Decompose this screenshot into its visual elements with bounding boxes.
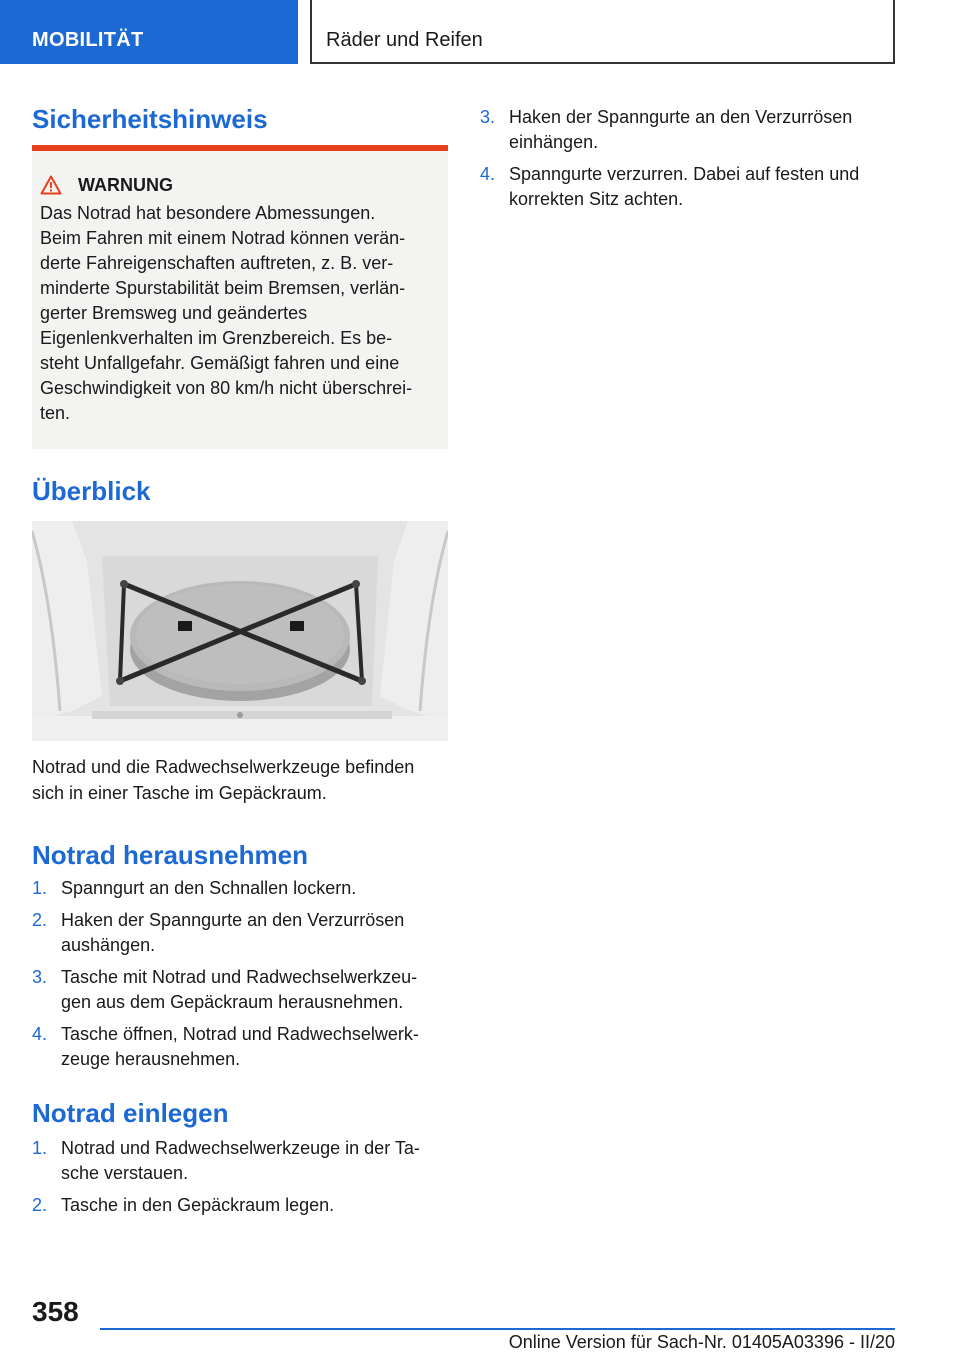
heading-safety: Sicherheitshinweis	[32, 104, 268, 134]
warning-line: steht Unfallgefahr. Gemäßigt fahren und eine	[40, 353, 400, 373]
warning-box	[32, 151, 448, 449]
step-line: gen aus dem Gepäckraum herausnehmen.	[61, 992, 404, 1012]
warning-text	[40, 201, 436, 426]
step-line: Haken der Spanngurte an den Verzurrösen	[61, 910, 405, 930]
list-item	[32, 1136, 448, 1186]
step-number: 3.	[32, 967, 48, 987]
step-number: 2.	[32, 910, 48, 930]
list-item	[32, 908, 448, 958]
warning-line: Beim Fahren mit einem Notrad können verän‐	[40, 228, 406, 248]
step-line: Spanngurt an den Schnallen lockern.	[61, 878, 357, 898]
section-tab: MOBILITÄT	[0, 0, 298, 64]
step-line: aushängen.	[61, 935, 156, 955]
footer-divider	[100, 1328, 895, 1330]
warning-line: derte Fahreigenschaften auftreten, z. B. ver‐	[40, 253, 394, 273]
warning-line: Eigenlenkverhalten im Grenzbereich. Es be‐	[40, 328, 393, 348]
insert-steps-list-right	[480, 105, 896, 219]
step-line: korrekten Sitz achten.	[509, 189, 684, 209]
footer-text: Online Version für Sach-Nr. 01405A03396 - II/20	[508, 1332, 895, 1352]
step-line: Tasche in den Gepäckraum legen.	[61, 1195, 335, 1215]
warning-line: Das Notrad hat besondere Abmessungen.	[40, 203, 376, 223]
remove-steps-list	[32, 876, 448, 1079]
step-line: Notrad und Radwechselwerkzeuge in der Ta‐	[61, 1138, 420, 1158]
chapter-title: Räder und Reifen	[310, 0, 895, 64]
heading-remove: Notrad herausnehmen	[32, 840, 308, 870]
list-item	[32, 1193, 448, 1218]
spare-wheel-trunk-illustration	[32, 521, 448, 741]
step-number: 2.	[32, 1195, 48, 1215]
overview-line: sich in einer Tasche im Gepäckraum.	[32, 783, 327, 803]
heading-overview: Überblick	[32, 476, 151, 506]
list-item	[480, 162, 896, 212]
warning-line: gerter Bremsweg und geändertes	[40, 303, 308, 323]
insert-steps-list-left	[32, 1136, 448, 1225]
step-line: Haken der Spanngurte an den Verzurrösen	[509, 107, 853, 127]
warning-header	[40, 173, 436, 197]
step-number: 4.	[480, 164, 496, 184]
step-number: 4.	[32, 1024, 48, 1044]
overview-text	[32, 754, 448, 806]
step-number: 3.	[480, 107, 496, 127]
step-number: 1.	[32, 878, 48, 898]
warning-line: Geschwindigkeit von 80 km/h nicht überschrei‐	[40, 378, 413, 398]
list-item	[32, 965, 448, 1015]
warning-title: WARNUNG	[78, 174, 173, 195]
list-item	[480, 105, 896, 155]
step-line: Tasche mit Notrad und Radwechselwerkzeu‐	[61, 967, 418, 987]
step-number: 1.	[32, 1138, 48, 1158]
overview-line: Notrad und die Radwechselwerkzeuge befinden	[32, 757, 415, 777]
list-item	[32, 876, 448, 901]
heading-insert: Notrad einlegen	[32, 1098, 229, 1128]
step-line: sche verstauen.	[61, 1163, 189, 1183]
warning-triangle-icon	[40, 175, 62, 195]
step-line: einhängen.	[509, 132, 599, 152]
step-line: Spanngurte verzurren. Dabei auf festen und	[509, 164, 860, 184]
warning-line: ten.	[40, 403, 71, 423]
step-line: Tasche öffnen, Notrad und Radwechselwerk‐	[61, 1024, 419, 1044]
step-line: zeuge herausnehmen.	[61, 1049, 241, 1069]
page-number: 358	[32, 1296, 79, 1327]
list-item	[32, 1022, 448, 1072]
warning-line: minderte Spurstabilität beim Bremsen, verlän‐	[40, 278, 406, 298]
